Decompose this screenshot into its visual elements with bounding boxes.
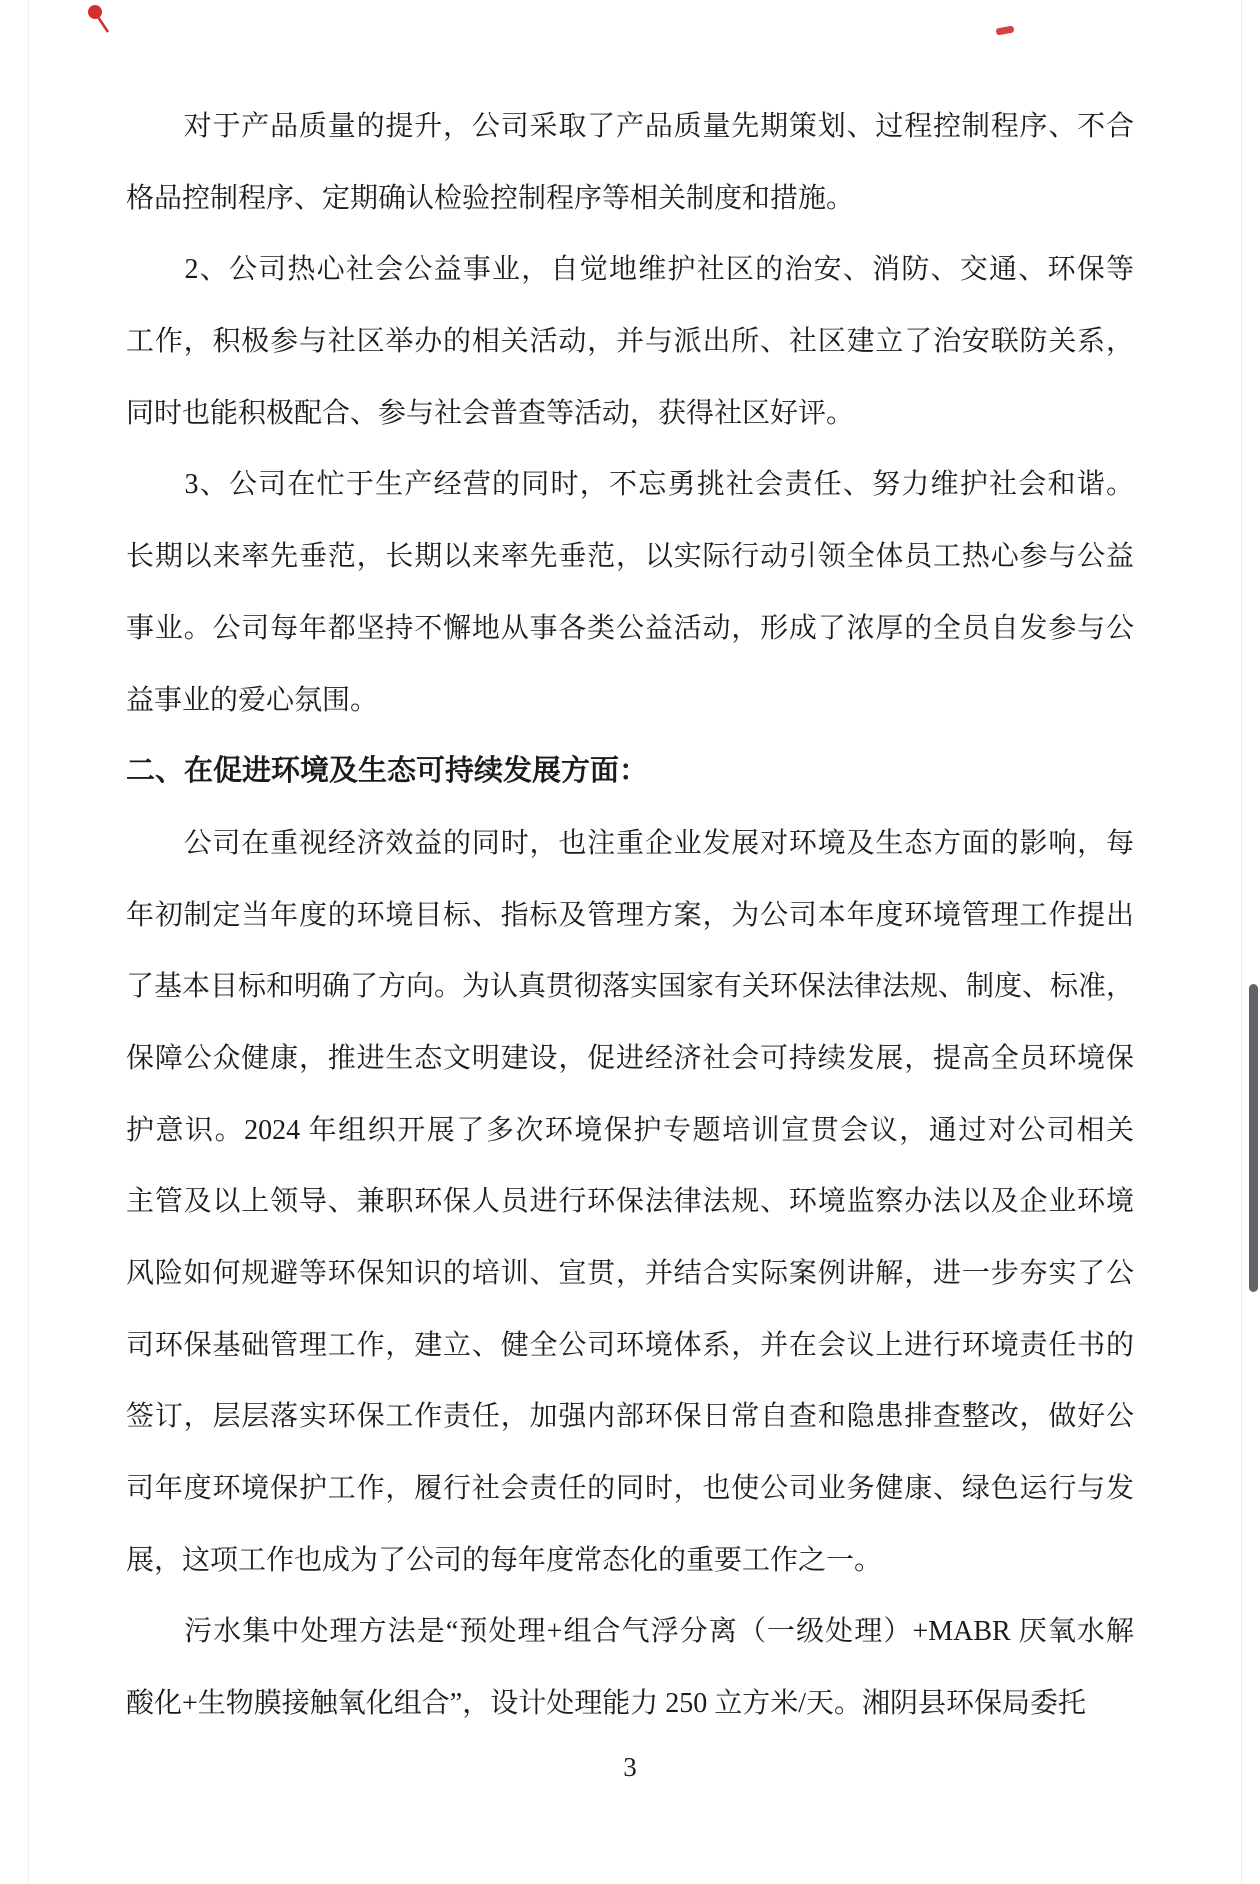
text-line: 展，这项工作也成为了公司的每年度常态化的重要工作之一。 <box>126 1544 883 1576</box>
text-line: 污水集中处理方法是“预处理+组合气浮分离（一级处理）+MABR 厌氧水解 <box>126 1616 1134 1648</box>
text-line: 2、公司热心社会公益事业，自觉地维护社区的治安、消防、交通、环保等 <box>126 254 1134 286</box>
text-line: 益事业的爱心氛围。 <box>126 684 379 716</box>
page-edge-left <box>28 0 29 1884</box>
text-line: 保障公众健康，推进生态文明建设，促进经济社会可持续发展，提高全员环境保 <box>126 1042 1134 1074</box>
text-line: 风险如何规避等环保知识的培训、宣贯，并结合实际案例讲解，进一步夯实了公 <box>126 1258 1134 1289</box>
text-line: 3、公司在忙于生产经营的同时，不忘勇挑社会责任、努力维护社会和谐。 <box>126 469 1134 501</box>
red-stroke-mark <box>996 25 1015 35</box>
text-line: 工作，积极参与社区举办的相关活动，并与派出所、社区建立了治安联防关系， <box>126 326 1134 358</box>
text-line: 事业。公司每年都坚持不懈地从事各类公益活动，形成了浓厚的全员自发参与公 <box>126 612 1134 644</box>
text-line: 年初制定当年度的环境目标、指标及管理方案，为公司本年度环境管理工作提出 <box>126 899 1134 931</box>
text-line: 了基本目标和明确了方向。为认真贯彻落实国家有关环保法律法规、制度、标准， <box>126 971 1135 1003</box>
text-line: 格品控制程序、定期确认检验控制程序等相关制度和措施。 <box>126 182 855 214</box>
text-line: 司环保基础管理工作，建立、健全公司环境体系，并在会议上进行环境责任书的 <box>126 1329 1134 1361</box>
text-line: 签订，层层落实环保工作责任，加强内部环保日常自查和隐患排查整改，做好公 <box>126 1401 1134 1433</box>
text-line: 司年度环境保护工作，履行社会责任的同时，也使公司业务健康、绿色运行与发 <box>126 1473 1134 1505</box>
text-line: 对于产品质量的提升，公司采取了产品质量先期策划、过程控制程序、不合 <box>126 111 1134 142</box>
text-line: 酸化+生物膜接触氧化组合”，设计处理能力 250 立方米/天。湘阴县环保局委托 <box>126 1688 1087 1720</box>
text-line: 护意识。2024 年组织开展了多次环境保护专题培训宣贯会议，通过对公司相关 <box>126 1114 1134 1146</box>
page-number: 3 <box>623 1752 637 1782</box>
scrollbar-thumb[interactable] <box>1249 984 1258 1292</box>
red-pin-icon <box>84 2 114 36</box>
text-line: 同时也能积极配合、参与社会普查等活动，获得社区好评。 <box>126 397 855 429</box>
page-edge-right <box>1241 0 1242 1884</box>
text-line: 公司在重视经济效益的同时，也注重企业发展对环境及生态方面的影响，每 <box>126 827 1134 859</box>
text-line: 主管及以上领导、兼职环保人员进行环保法律法规、环境监察办法以及企业环境 <box>126 1186 1134 1218</box>
text-line: 长期以来率先垂范，长期以来率先垂范，以实际行动引领全体员工热心参与公益 <box>126 541 1134 573</box>
document-text <box>126 91 1134 1740</box>
section-heading: 二、在促进环境及生态可持续发展方面： <box>126 755 649 788</box>
